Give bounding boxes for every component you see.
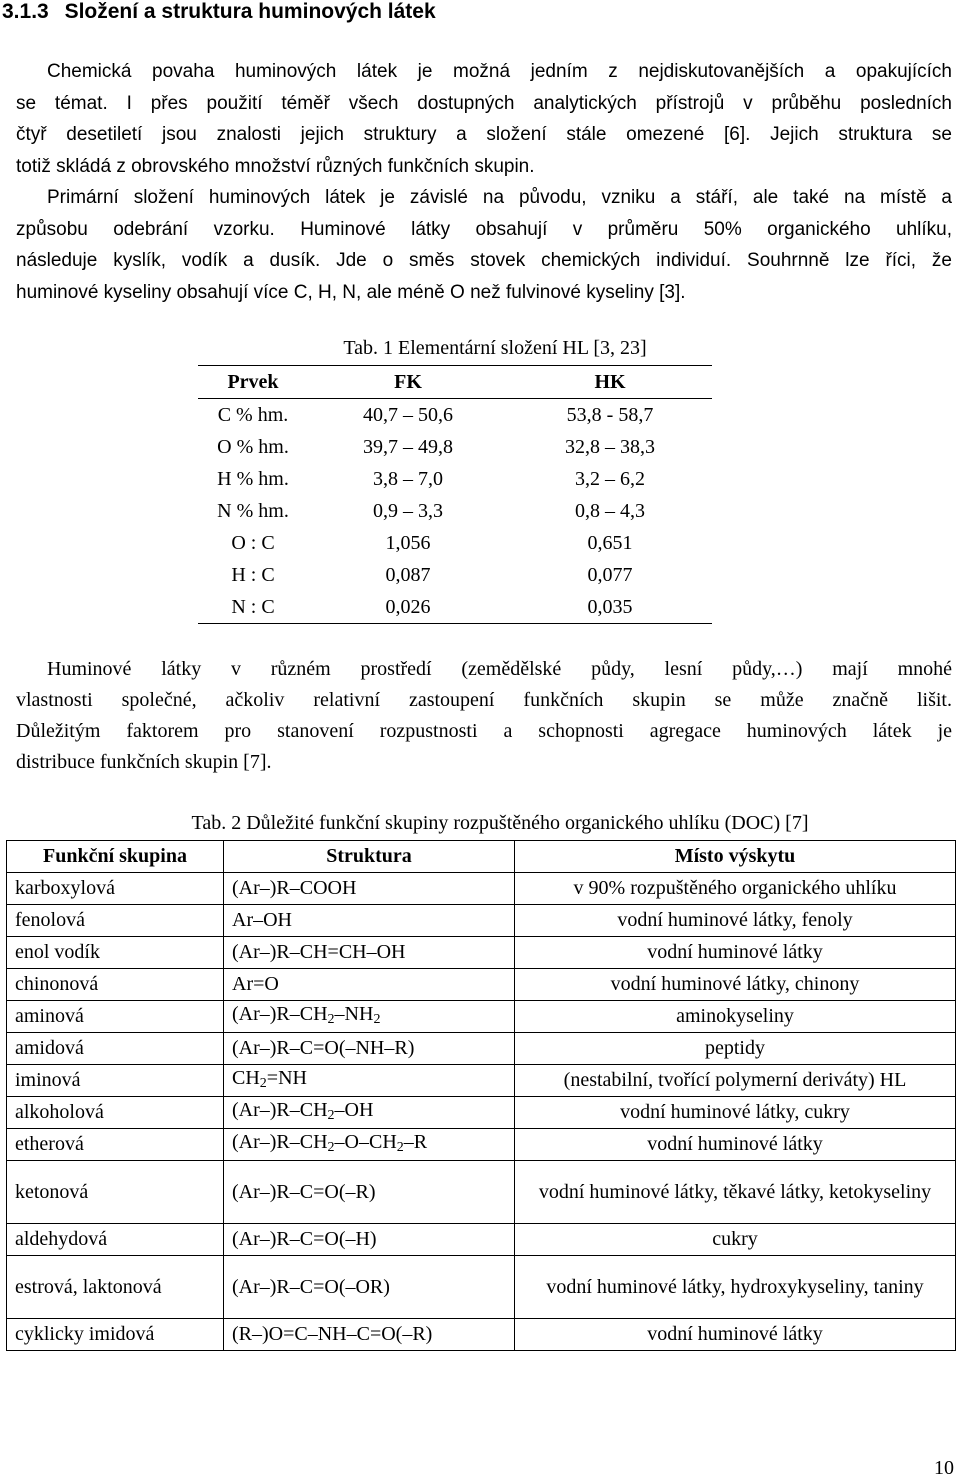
- structure-text: Ar=O: [232, 973, 279, 995]
- header-hk: HK: [508, 366, 712, 399]
- table-row: [7, 1097, 956, 1129]
- structure-cell: [224, 1097, 515, 1129]
- functional-group-cell: fenolová: [7, 905, 224, 937]
- structure-text: CH: [232, 1066, 260, 1089]
- table-row: [198, 431, 712, 463]
- table-cell: 0,9 – 3,3: [373, 499, 443, 522]
- paragraph-line: huminové kyseliny obsahují více C, H, N, ale méně O než fulvinové kyseliny [3].: [16, 281, 686, 303]
- table-cell: 3,2 – 6,2: [575, 467, 645, 490]
- table-row: [198, 559, 712, 591]
- paragraph-line: totiž skládá z obrovského množství různých funkčních skupin.: [16, 155, 535, 177]
- table-cell: 0,087: [385, 563, 431, 586]
- paragraph-line: Primární složení huminových látek je závislé na původu, vzniku a stáří, ale také na místě a: [47, 187, 952, 208]
- paragraph-functional-groups: [16, 654, 952, 778]
- structure-cell: [224, 905, 515, 937]
- occurrence-cell: vodní huminové látky: [515, 937, 956, 969]
- table-header-row: [7, 841, 956, 873]
- occurrence-cell: vodní huminové látky, fenoly: [515, 905, 956, 937]
- table2-caption: Tab. 2 Důležité funkční skupiny rozpuštěného organického uhlíku (DOC) [7]: [191, 812, 809, 834]
- structure-text: (Ar–)R–CH=CH–OH: [232, 941, 406, 963]
- paragraph-line: se témat. I přes použití téměř všech dostupných analytických přístrojů v průběhu posledních: [16, 92, 952, 114]
- table-row: [7, 1129, 956, 1161]
- structure-text: –R: [403, 1130, 428, 1153]
- structure-subscript: 2: [327, 1107, 335, 1123]
- paragraph-line: následuje kyslík, vodík a dusík. Jde o směs stovek chemických individuí. Souhrnně lze říci, že: [16, 250, 952, 271]
- table-row: [7, 905, 956, 937]
- structure-text: –OH: [334, 1098, 374, 1121]
- structure-cell: [224, 1161, 515, 1224]
- paragraph-line: čtyř desetiletí jsou znalosti jejich struktury a složení stále omezené [6]. Jejich struktura se: [16, 124, 952, 145]
- functional-groups-table: [6, 840, 956, 1351]
- structure-text: (Ar–)R–COOH: [232, 877, 357, 899]
- table-cell: 0,077: [587, 563, 633, 586]
- occurrence-cell: aminokyseliny: [515, 1001, 956, 1033]
- structure-cell: [224, 1319, 515, 1351]
- structure-subscript: 2: [259, 1075, 267, 1091]
- table-cell: 0,651: [587, 531, 633, 554]
- occurrence-cell: vodní huminové látky: [515, 1319, 956, 1351]
- header-fk: FK: [308, 366, 508, 399]
- occurrence-cell: vodní huminové látky: [515, 1129, 956, 1161]
- structure-cell: [224, 1224, 515, 1256]
- functional-group-cell: aldehydová: [7, 1224, 224, 1256]
- occurrence-cell: peptidy: [515, 1033, 956, 1065]
- structure-text: (Ar–)R–C=O(–NH–R): [232, 1037, 415, 1059]
- structure-text: (Ar–)R–CH: [232, 1130, 328, 1153]
- table-cell: H : C: [231, 563, 275, 586]
- table-row: [7, 969, 956, 1001]
- table1-caption: Tab. 1 Elementární složení HL [3, 23]: [343, 337, 647, 359]
- table-cell: O : C: [231, 531, 275, 554]
- table-cell: N : C: [198, 591, 308, 624]
- structure-text: (Ar–)R–C=O(–OR): [232, 1275, 390, 1298]
- structure-text: –NH: [334, 1002, 374, 1025]
- elemental-composition-table: [198, 365, 712, 624]
- structure-subscript: 2: [396, 1139, 404, 1155]
- structure-text: (Ar–)R–CH: [232, 1002, 328, 1025]
- table-cell: 39,7 – 49,8: [363, 435, 453, 458]
- paragraph-line: Důležitým faktorem pro stanovení rozpustnosti a schopnosti agregace huminových látek je: [16, 720, 952, 742]
- paragraph-line: distribuce funkčních skupin [7].: [16, 751, 272, 773]
- header-element: Prvek: [198, 366, 308, 399]
- table-cell: 0,8 – 4,3: [575, 499, 645, 522]
- table-row: [198, 591, 712, 624]
- table-row: [7, 1001, 956, 1033]
- table-row: [7, 1065, 956, 1097]
- occurrence-cell: v 90% rozpuštěného organického uhlíku: [515, 873, 956, 905]
- header-occurrence: Místo výskytu: [515, 841, 956, 873]
- functional-group-cell: estrová, laktonová: [7, 1256, 224, 1319]
- paragraph-line: Chemická povaha huminových látek je možná jedním z nejdiskutovanějších a opakujících: [47, 61, 952, 82]
- structure-cell: [224, 1033, 515, 1065]
- structure-subscript: 2: [327, 1011, 335, 1027]
- table-cell: 3,8 – 7,0: [373, 467, 443, 490]
- functional-group-cell: aminová: [7, 1001, 224, 1033]
- functional-group-cell: ketonová: [7, 1161, 224, 1224]
- table-row: [7, 937, 956, 969]
- table-row: [7, 873, 956, 905]
- functional-group-cell: iminová: [7, 1065, 224, 1097]
- structure-subscript: 2: [373, 1011, 381, 1027]
- table-cell: N % hm.: [217, 499, 289, 522]
- table-row: [198, 463, 712, 495]
- structure-cell: [224, 1065, 515, 1097]
- occurrence-cell: vodní huminové látky, cukry: [515, 1097, 956, 1129]
- occurrence-cell: vodní huminové látky, chinony: [515, 969, 956, 1001]
- table-row: [7, 1161, 956, 1224]
- table-row: [198, 399, 712, 432]
- paragraph-line: vlastnosti společné, ačkoliv relativní zastoupení funkčních skupin se může značně lišit.: [16, 689, 952, 711]
- table-cell: 32,8 – 38,3: [565, 435, 655, 458]
- table-header-row: [198, 366, 712, 399]
- table-row: [7, 1224, 956, 1256]
- functional-group-cell: karboxylová: [7, 873, 224, 905]
- structure-cell: [224, 1129, 515, 1161]
- table-cell: C % hm.: [217, 403, 289, 426]
- structure-text: (R–)O=C–NH–C=O(–R): [232, 1323, 433, 1345]
- functional-group-cell: alkoholová: [7, 1097, 224, 1129]
- section-title: Složení a struktura huminových látek: [64, 0, 436, 23]
- header-functional-group: Funkční skupina: [7, 841, 224, 873]
- paragraph-composition: [16, 56, 952, 308]
- table-row: [198, 527, 712, 559]
- table-row: [198, 495, 712, 527]
- structure-cell: [224, 873, 515, 905]
- table-row: [7, 1033, 956, 1065]
- structure-text: –O–CH: [334, 1130, 397, 1153]
- functional-group-cell: amidová: [7, 1033, 224, 1065]
- table-cell: 0,026: [308, 591, 508, 624]
- section-number: 3.1.3: [2, 0, 49, 23]
- paragraph-line: způsobu odebrání vzorku. Huminové látky obsahují v průměru 50% organického uhlíku,: [16, 218, 952, 240]
- structure-cell: [224, 937, 515, 969]
- section-heading: [2, 0, 436, 24]
- table-cell: 53,8 - 58,7: [566, 403, 654, 426]
- structure-subscript: 2: [327, 1139, 335, 1155]
- structure-text: (Ar–)R–CH: [232, 1098, 328, 1121]
- table-cell: 40,7 – 50,6: [363, 403, 453, 426]
- occurrence-cell: cukry: [515, 1224, 956, 1256]
- occurrence-cell: vodní huminové látky, hydroxykyseliny, taniny: [515, 1256, 956, 1319]
- page-number: 10: [934, 1457, 954, 1479]
- structure-cell: [224, 969, 515, 1001]
- occurrence-cell: (nestabilní, tvořící polymerní deriváty) HL: [515, 1065, 956, 1097]
- functional-group-cell: enol vodík: [7, 937, 224, 969]
- structure-cell: [224, 1256, 515, 1319]
- table-cell: 1,056: [385, 531, 431, 554]
- header-structure: Struktura: [224, 841, 515, 873]
- functional-group-cell: chinonová: [7, 969, 224, 1001]
- structure-text: (Ar–)R–C=O(–H): [232, 1228, 377, 1250]
- table-cell: 0,035: [508, 591, 712, 624]
- table-row: [7, 1256, 956, 1319]
- functional-group-cell: cyklicky imidová: [7, 1319, 224, 1351]
- table-cell: O % hm.: [217, 435, 289, 458]
- functional-group-cell: etherová: [7, 1129, 224, 1161]
- paragraph-line: Huminové látky v různém prostředí (zemědělské půdy, lesní půdy,…) mají mnohé: [47, 658, 952, 680]
- occurrence-cell: vodní huminové látky, těkavé látky, ketokyseliny: [515, 1161, 956, 1224]
- structure-cell: [224, 1001, 515, 1033]
- structure-text: =NH: [266, 1066, 307, 1089]
- structure-text: (Ar–)R–C=O(–R): [232, 1180, 376, 1203]
- table-cell: H % hm.: [217, 467, 289, 490]
- structure-text: Ar–OH: [232, 909, 292, 931]
- table-row: [7, 1319, 956, 1351]
